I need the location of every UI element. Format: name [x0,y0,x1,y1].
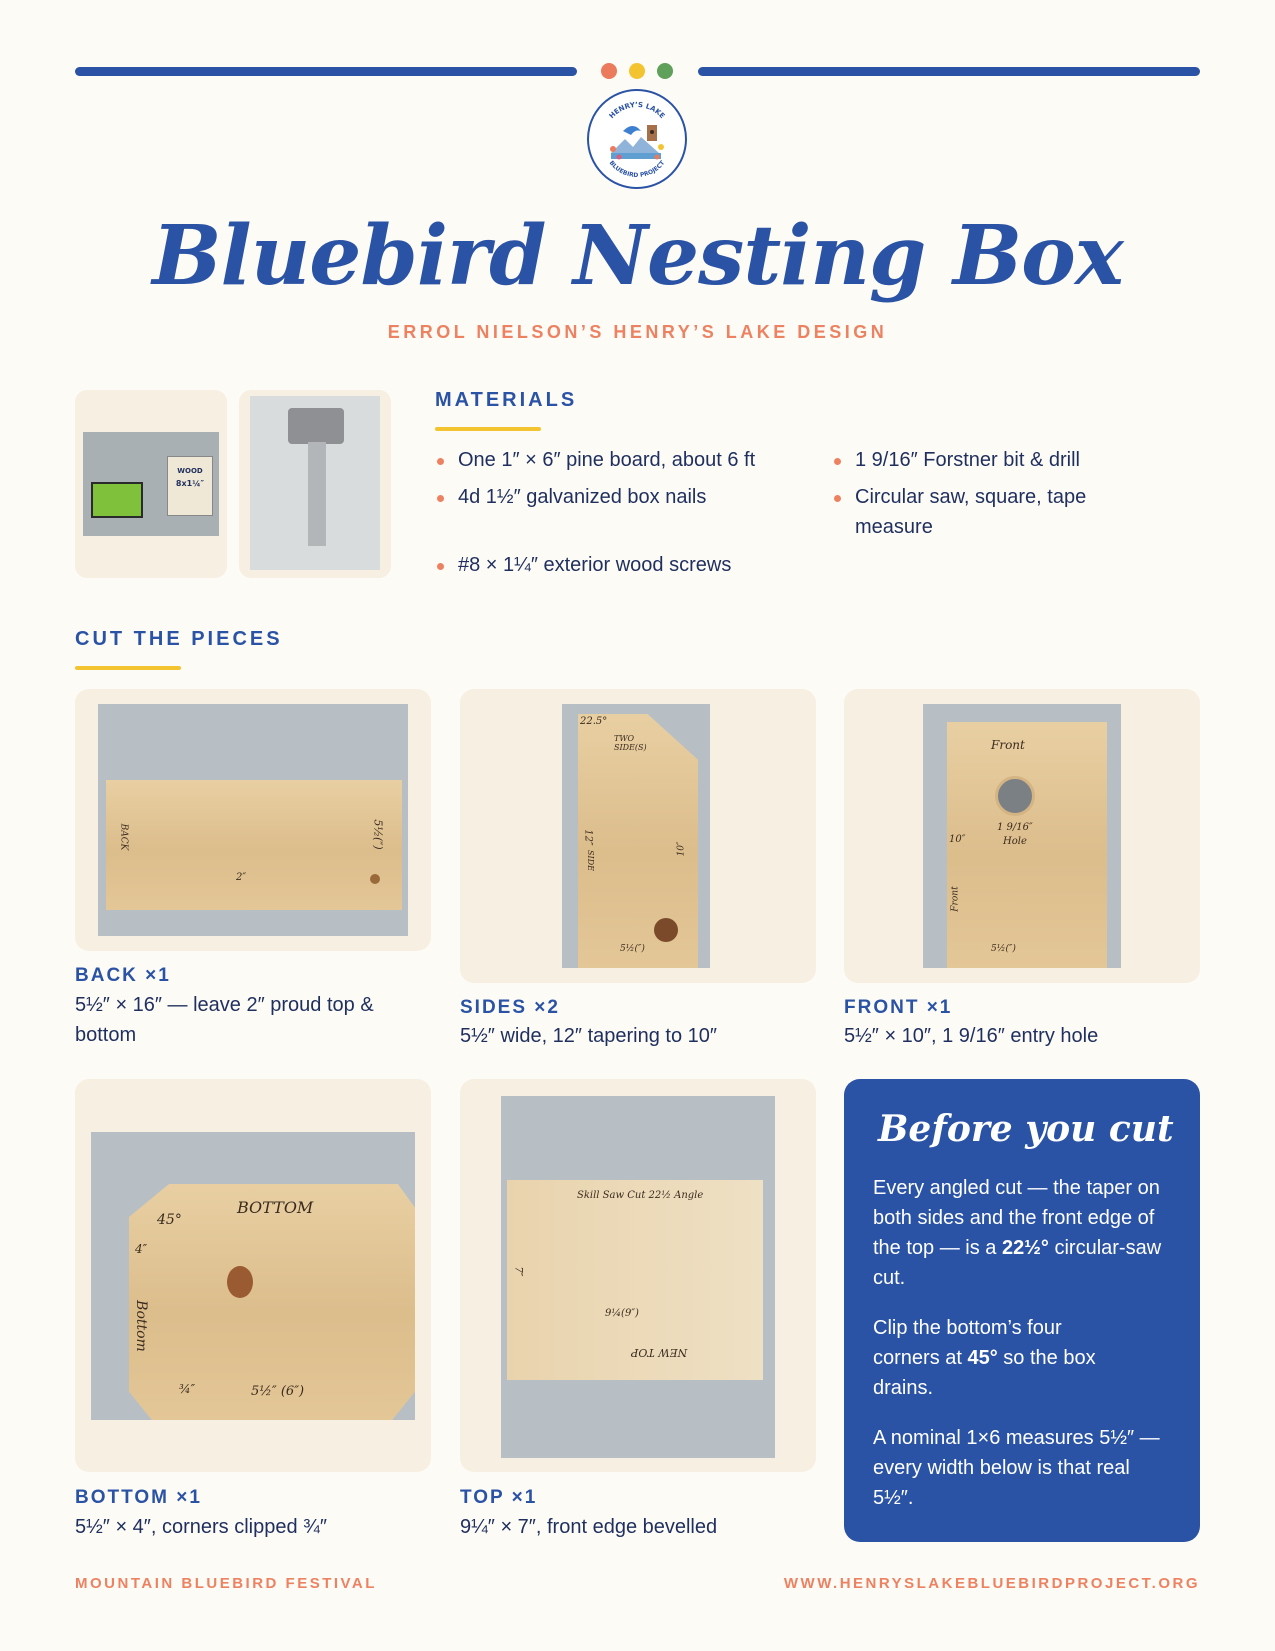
bottom-mark-4: 4″ [135,1242,148,1256]
materials-list-right [832,445,1122,542]
front-piece-desc: 5½″ × 10″, 1 9/16″ entry hole [844,1025,1099,1047]
logo-top-text: HENRY’S LAKE [607,100,667,121]
top-mark-new-top: NEW TOP [631,1346,688,1359]
bottom-piece-card [75,1079,431,1472]
back-piece-photo [98,704,408,936]
material-item: One 1″ × 6″ pine board, about 6 ft [435,445,815,475]
back-mark-label: BACK [118,823,129,851]
header-rule-left [75,67,577,76]
front-mark-hole: Hole [1003,836,1027,847]
svg-text:HENRY’S LAKE [608,101,667,120]
bottom-mark-width: 5½″ (6″) [251,1384,305,1399]
header-rule-right [698,67,1200,76]
svg-text:BLUEBIRD PROJECT [608,159,667,179]
front-piece-photo [923,704,1121,968]
project-logo [587,89,687,189]
sides-piece-desc: 5½″ wide, 12″ tapering to 10″ [460,1025,717,1047]
logo-bottom-text: BLUEBIRD PROJECT [607,159,667,180]
top-piece-name: TOP ×1 [460,1487,538,1508]
bottom-piece-desc: 5½″ × 4″, corners clipped ¾″ [75,1516,327,1538]
bottom-mark-bottom-side: Bottom [132,1300,149,1352]
pieces-underline [75,666,181,670]
front-board [947,722,1107,968]
materials-underline [435,427,541,431]
note-p1-bold: 22½° [1001,1237,1049,1259]
front-mark-width: 5½(″) [991,944,1016,954]
back-piece-card [75,689,431,951]
footer-festival: MOUNTAIN BLUEBIRD FESTIVAL [75,1575,377,1592]
front-piece-name: FRONT ×1 [844,997,953,1018]
sides-mark-width: 5½(″) [620,944,645,954]
screw-box-cream [167,456,213,516]
sides-mark-angle: 22.5° [580,716,608,727]
footer-website-link[interactable]: WWW.HENRYSLAKEBLUEBIRDPROJECT.ORG [783,1575,1200,1592]
note-paragraph-nominal: A nominal 1×6 measures 5½″ — every width below is that real 5½″. [873,1427,1160,1509]
sides-piece-card [460,689,816,983]
front-mark-front: Front [991,738,1025,752]
bottom-piece-photo [91,1132,415,1420]
page-subtitle: ERROL NIELSON’S HENRY’S LAKE DESIGN [387,322,888,342]
screw-box-green [91,482,143,518]
front-mark-front-side: Front [950,886,961,912]
bit-shank [308,442,326,546]
bottom-mark-bottom: BOTTOM [237,1198,314,1217]
top-piece-photo [501,1096,775,1458]
entry-hole [995,776,1035,816]
screws-photo [83,432,219,536]
materials-photo-bit [239,390,391,578]
front-mark-hole-size: 1 9/16″ [997,822,1033,833]
materials-heading: MATERIALS [435,389,578,411]
back-knot [370,874,380,884]
note-paragraph-corners [873,1313,1103,1403]
sides-piece-photo [562,704,710,968]
front-piece-card [844,689,1200,983]
sides-mark-side: SIDE [585,850,595,871]
note-title: Before you cut [878,1108,1174,1150]
back-piece-desc: 5½″ × 16″ — leave 2″ proud top & bottom [75,994,374,1046]
sides-knot [654,918,678,942]
bottom-piece-name: BOTTOM ×1 [75,1487,202,1508]
material-item: Circular saw, square, tape measure [832,482,1122,542]
bit-head [288,408,344,444]
top-piece-card [460,1079,816,1472]
back-piece-name: BACK ×1 [75,965,171,986]
pieces-heading: CUT THE PIECES [75,628,283,650]
material-item: 1 9/16″ Forstner bit & drill [832,445,1122,475]
forstner-bit-photo [250,396,380,570]
top-mark-width: 9¼(9″) [605,1308,639,1319]
bottom-knot [227,1266,253,1298]
note-p1-end: circular-saw cut. [873,1237,1162,1289]
sides-mark-10: 10″ [676,841,687,857]
materials-list-left [435,445,815,580]
material-item: 4d 1½″ galvanized box nails [435,482,815,512]
note-p2-end: so the box drains. [873,1347,1096,1399]
back-mark-proud: 2″ [236,872,247,883]
materials-photo-screws [75,390,227,578]
screw-box-label: 8x1¼″ [175,479,205,488]
note-p1-text: Every angled cut — the taper on both sides and the front edge of the top — is a [873,1177,1160,1259]
top-piece-desc: 9¼″ × 7″, front edge bevelled [460,1516,718,1538]
front-mark-10: 10″ [949,834,966,845]
top-mark-7: 7″ [512,1266,524,1277]
sides-mark-two: TWO SIDE(S) [614,734,647,752]
page-title: Bluebird Nesting Box [152,208,1123,304]
screw-box-label-top: WOOD [177,467,203,475]
note-p2-bold: 45° [967,1347,998,1369]
back-mark-width: 5½(″) [371,819,385,850]
note-paragraph-angles [873,1173,1173,1293]
header-dot-coral [601,63,617,79]
top-mark-cut: Skill Saw Cut 22½ Angle [577,1190,704,1201]
material-item: #8 × 1¼″ exterior wood screws [435,550,815,580]
back-board [106,780,402,910]
header-dot-green [657,63,673,79]
header-dot-yellow [629,63,645,79]
sides-piece-name: SIDES ×2 [460,997,560,1018]
note-p2-text: Clip the bottom’s four corners at [873,1317,1062,1369]
sides-mark-12: 12″ [582,829,594,846]
bottom-mark-clip: ¾″ [179,1382,196,1396]
bottom-mark-45: 45° [157,1212,182,1228]
